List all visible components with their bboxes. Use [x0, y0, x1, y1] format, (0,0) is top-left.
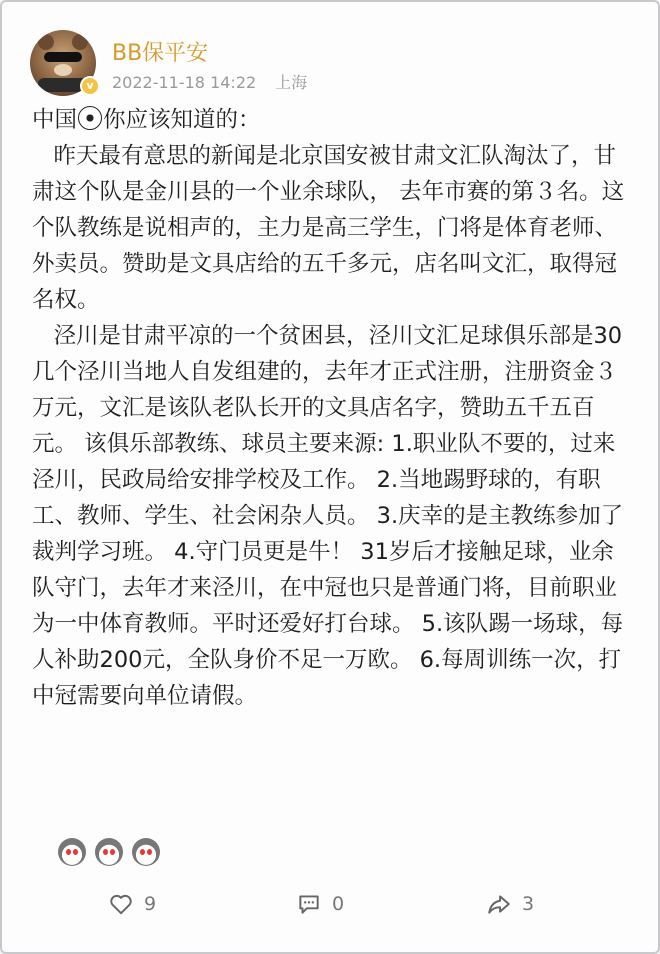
post-actions: [2, 884, 660, 924]
post-location: 上海: [275, 73, 308, 92]
emoji-row: [58, 838, 164, 872]
comment-button[interactable]: [296, 890, 344, 918]
post-intro-line: [32, 102, 632, 138]
soccer-ball-icon: [78, 106, 102, 130]
share-count: 3: [522, 893, 535, 915]
husky-emoji-icon: [58, 838, 86, 866]
comment-count: 0: [332, 893, 345, 915]
share-icon: [486, 891, 512, 917]
post-header: [30, 26, 630, 98]
post-paragraph-1: 昨天最有意思的新闻是北京国安被甘肃文汇队淘汰了，甘肃这个队是金川县的一个业余球队， 去年市赛的第３名。这个队教练是说相声的，主力是高三学生，门将是体育老师、外卖员。赞助是文具店给的五千多元，店名叫文汇，取得冠名权。: [32, 143, 625, 313]
post-body: [32, 102, 632, 714]
intro-text: 中国: [32, 107, 78, 133]
husky-emoji-icon: [95, 838, 123, 866]
author-name[interactable]: BB保平安: [112, 41, 209, 66]
heart-icon: [108, 891, 134, 917]
comment-icon: [296, 891, 322, 917]
post-timestamp: 2022-11-18 14:22: [112, 73, 257, 92]
like-button[interactable]: [108, 890, 156, 918]
post-paragraph-2: 泾川是甘肃平凉的一个贫困县，泾川文汇足球俱乐部是30几个泾川当地人自发组建的，去年才正式注册，注册资金３万元，文汇是该队老队长开的文具店名字，赞助五千五百元。 该俱乐部教练、球员主要来源: 1.职业队不要的，过来泾川，民政局给安排学校及工作。 2.当地踢野球的，有职工、教师、学生、社会闲杂人员。 3.庆幸的是主教练参加了裁判学习班。 4.守门员更是牛！ 31岁后才接触足球，业余队守门，去年才来泾川，在中冠也只是普通门将，目前职业为一中体育教师。平时还爱好打台球。 5.该队踢一场球，每人补助200元，全队身价不足一万欧。 6.每周训练一次，打中冠需要向单位请假。: [32, 323, 624, 709]
like-count: 9: [144, 893, 157, 915]
husky-emoji-icon: [132, 838, 160, 866]
verified-badge-icon: v: [80, 76, 100, 96]
post-meta: [112, 70, 307, 93]
intro-text-rest: 你应该知道的：: [103, 107, 261, 133]
share-button[interactable]: [486, 890, 534, 918]
